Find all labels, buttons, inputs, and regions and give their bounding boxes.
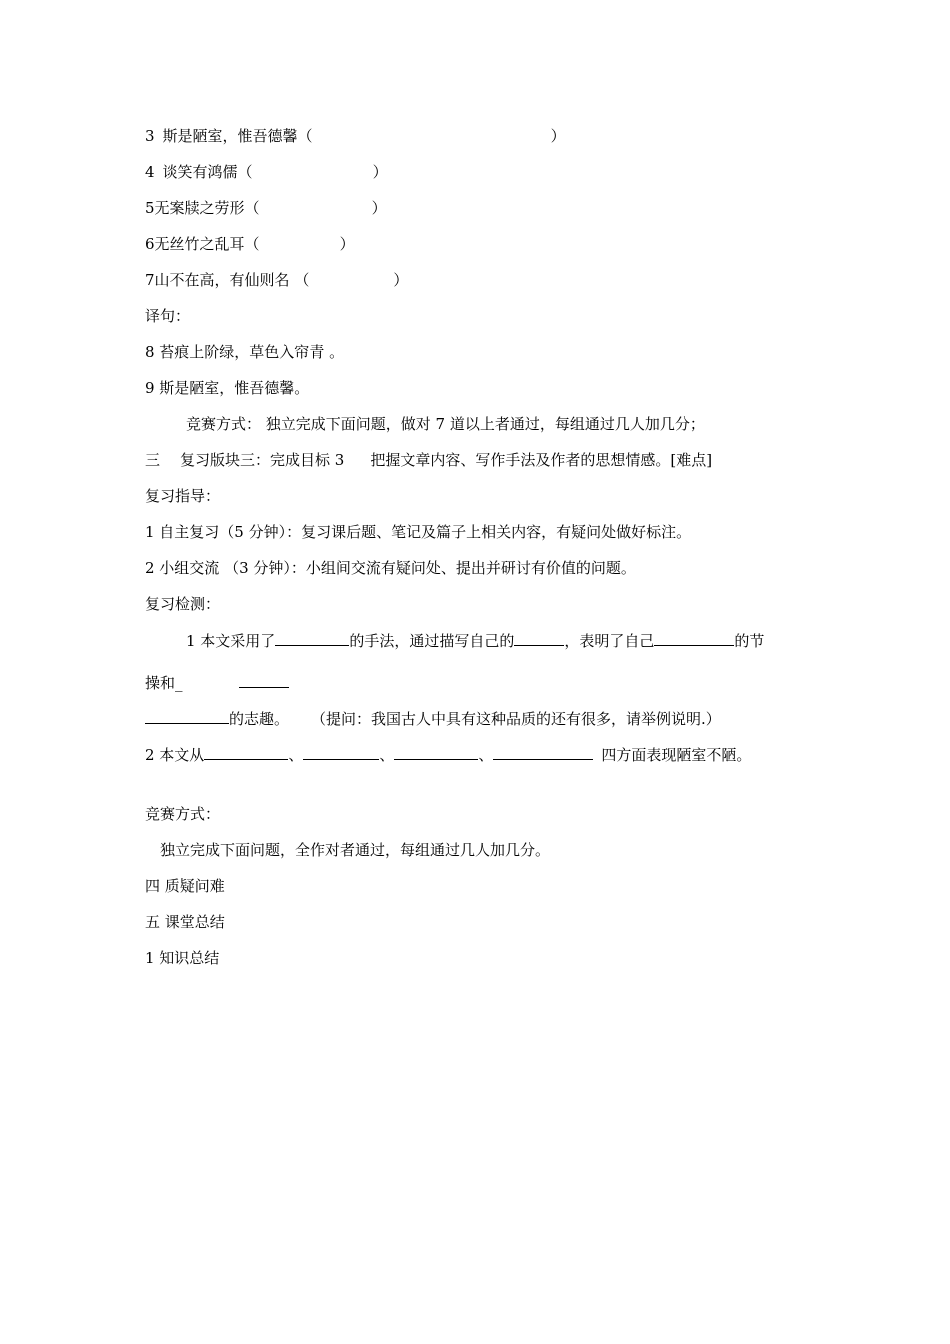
test-question-1 — [186, 631, 764, 650]
section-number: 三 — [145, 451, 161, 469]
item-number: 3 — [145, 127, 155, 145]
vocab-item — [145, 235, 355, 253]
test-question-1-cont — [145, 673, 289, 692]
fill-blank[interactable] — [275, 631, 349, 646]
item-number: 4 — [145, 163, 155, 181]
translate-item: 9 斯是陋室，惟吾德馨。 — [145, 379, 310, 397]
vocab-item — [145, 127, 566, 145]
contest-heading: 竞赛方式： — [145, 805, 221, 823]
item-close: ） — [339, 235, 355, 253]
vocab-item — [145, 271, 408, 289]
question-text: 的手法，通过描写自己的 — [349, 632, 515, 650]
question-text: 的节 — [734, 632, 765, 650]
item-text: 山不在高，有仙则名 （ — [154, 271, 310, 289]
fill-blank[interactable] — [514, 631, 564, 646]
fill-blank[interactable] — [394, 745, 478, 760]
item-text: 无丝竹之乱耳（ — [154, 235, 260, 253]
item-close: ） — [372, 163, 388, 181]
item-number: 5 — [145, 199, 155, 217]
separator: 、 — [288, 746, 304, 764]
test-question-1-end — [145, 709, 721, 728]
fill-blank[interactable] — [145, 709, 229, 724]
guide-item: 1 自主复习（5 分钟）：复习课后题、笔记及篇子上相关内容，有疑问处做好标注。 — [145, 523, 692, 541]
question-text: ，表明了自己 — [564, 632, 655, 650]
contest-rule: 独立完成下面问题，全作对者通过，每组通过几人加几分。 — [160, 841, 551, 859]
section-heading: 四 质疑问难 — [145, 877, 225, 895]
fill-blank[interactable] — [204, 745, 288, 760]
vocab-item — [145, 163, 388, 181]
contest-rule: 竞赛方式： 独立完成下面问题，做对 7 道以上者通过，每组通过几人加几分； — [186, 415, 705, 433]
question-prompt: （提问：我国古人中具有这种品质的还有很多，请举例说明.） — [311, 710, 721, 728]
vocab-item — [145, 199, 387, 217]
question-text: 操和_ — [145, 674, 183, 692]
translate-heading: 译句： — [145, 307, 191, 325]
item-number: 7 — [145, 271, 155, 289]
question-text: 2 本文从 — [145, 746, 205, 764]
fill-blank[interactable] — [654, 631, 734, 646]
guide-item: 2 小组交流 （3 分钟）：小组间交流有疑问处、提出并研讨有价值的问题。 — [145, 559, 636, 577]
question-text: 四方面表现陋室不陋。 — [601, 746, 752, 764]
section-title: 复习版块三：完成目标 3 — [180, 451, 345, 469]
section-heading — [145, 451, 712, 469]
question-text: 1 本文采用了 — [186, 632, 276, 650]
separator: 、 — [478, 746, 494, 764]
item-text: 无案牍之劳形（ — [154, 199, 260, 217]
item-text: 斯是陋室，惟吾德馨（ — [162, 127, 313, 145]
section-heading: 五 课堂总结 — [145, 913, 225, 931]
fill-blank[interactable] — [303, 745, 379, 760]
item-close: ） — [371, 199, 387, 217]
test-question-2 — [145, 745, 751, 764]
item-close: ） — [393, 271, 409, 289]
translate-item: 8 苔痕上阶绿，草色入帘青 。 — [145, 343, 345, 361]
item-text: 谈笑有鸿儒（ — [162, 163, 253, 181]
separator: 、 — [379, 746, 395, 764]
item-close: ） — [550, 127, 566, 145]
item-number: 6 — [145, 235, 155, 253]
test-heading: 复习检测： — [145, 595, 221, 613]
fill-blank[interactable] — [493, 745, 593, 760]
summary-item: 1 知识总结 — [145, 949, 220, 967]
section-goal: 把握文章内容、写作手法及作者的思想情感。[难点] — [370, 451, 713, 469]
guide-heading: 复习指导： — [145, 487, 221, 505]
question-text: 的志趣。 — [229, 710, 290, 728]
fill-blank[interactable] — [239, 673, 289, 688]
